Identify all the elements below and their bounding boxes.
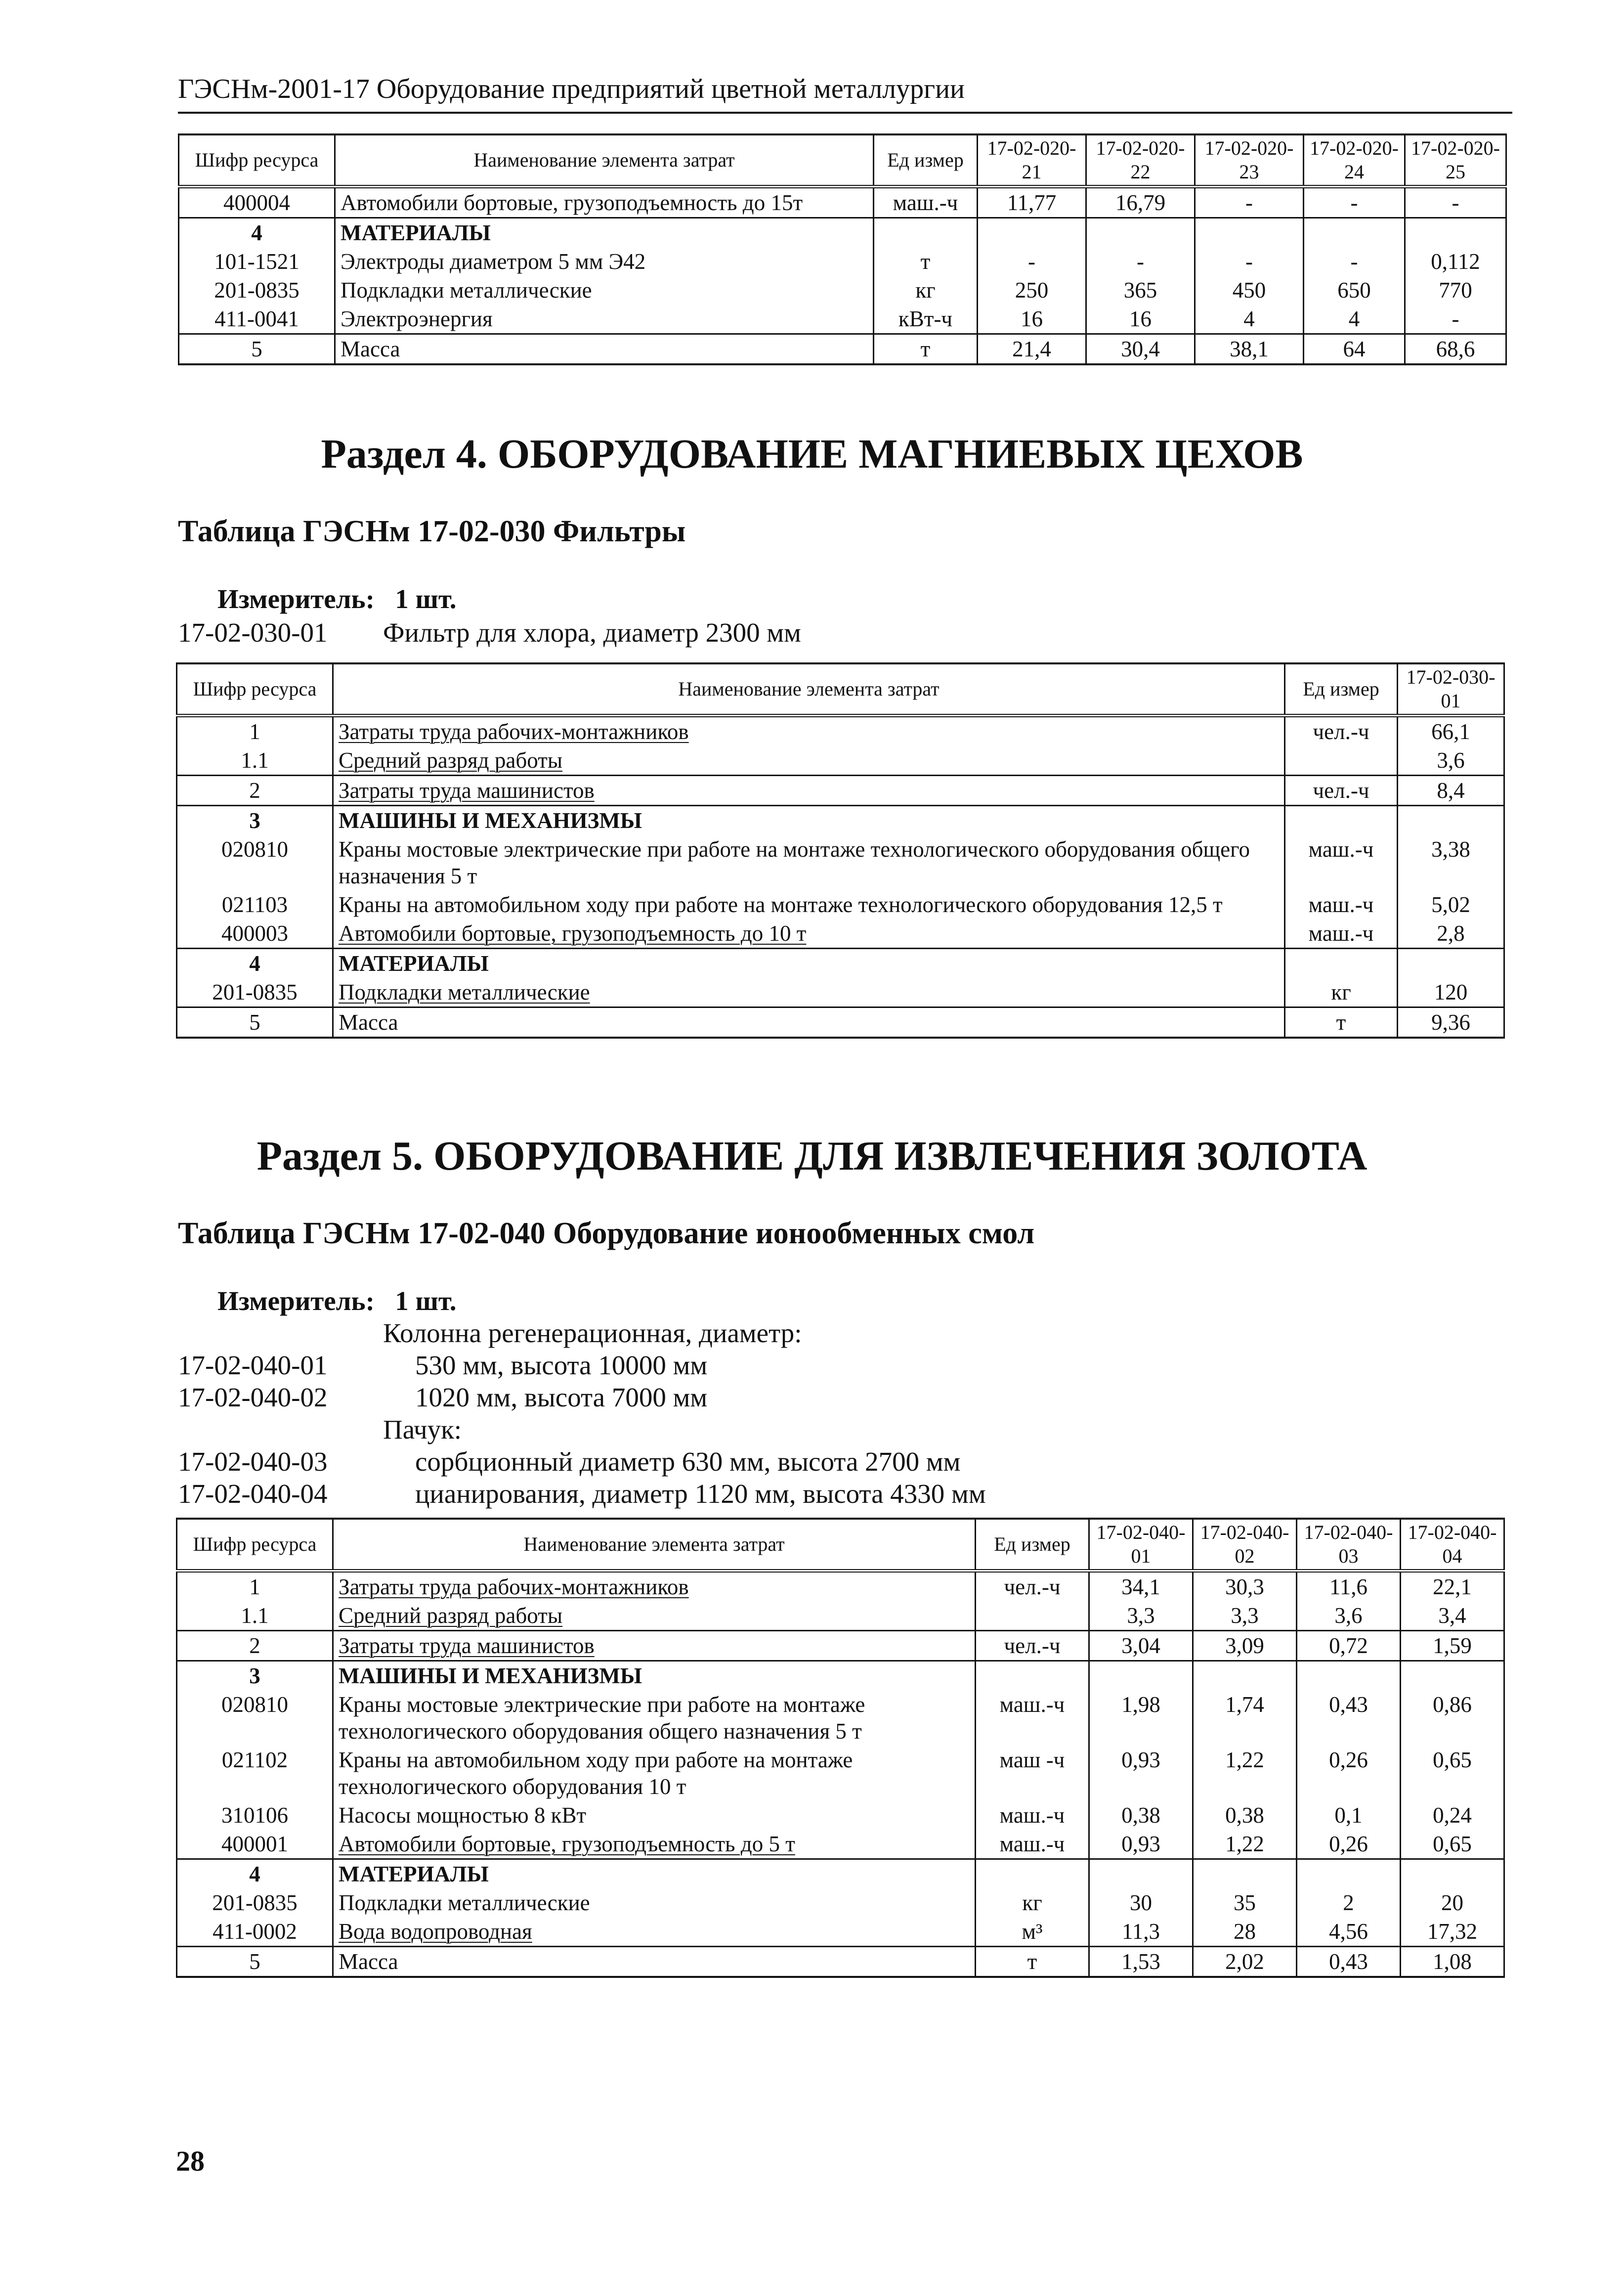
item-line bbox=[0, 1478, 1624, 1512]
cell-value: 1,08 bbox=[1401, 1947, 1504, 1977]
cell-name: Электроэнергия bbox=[335, 305, 874, 334]
cell-name: МАШИНЫ И МЕХАНИЗМЫ bbox=[333, 806, 1285, 835]
table-row bbox=[177, 776, 1504, 806]
cell-unit: т bbox=[1285, 1007, 1398, 1038]
cell-code: 2 bbox=[177, 1631, 333, 1661]
cell-value: 0,26 bbox=[1297, 1830, 1401, 1859]
header-col: 17-02-020-21 bbox=[978, 134, 1086, 187]
item-code: 17-02-030-01 bbox=[178, 617, 328, 648]
cell-unit bbox=[1285, 746, 1398, 776]
header-col: 17-02-040-01 bbox=[1089, 1519, 1193, 1571]
item-text: Колонна регенерационная, диаметр: bbox=[383, 1318, 802, 1348]
cell-value: 3,38 bbox=[1398, 835, 1504, 890]
cell-value: 8,4 bbox=[1398, 776, 1504, 806]
cell-unit bbox=[976, 1601, 1089, 1631]
cell-unit: маш.-ч bbox=[1285, 890, 1398, 919]
cell-code: 5 bbox=[179, 334, 335, 365]
table-row bbox=[179, 187, 1506, 218]
cell-code: 201-0835 bbox=[177, 978, 333, 1007]
section-4-title: Раздел 4. ОБОРУДОВАНИЕ МАГНИЕВЫХ ЦЕХОВ bbox=[321, 431, 1303, 477]
cell-name: Затраты труда рабочих-монтажников bbox=[333, 1571, 976, 1602]
table-row bbox=[177, 919, 1504, 949]
cell-name: Затраты труда машинистов bbox=[333, 1631, 976, 1661]
header-code: Шифр ресурса bbox=[177, 1519, 333, 1571]
cell-value: 34,1 bbox=[1089, 1571, 1193, 1602]
cell-name: Электроды диаметром 5 мм Э42 bbox=[335, 247, 874, 276]
cell-name: Затраты труда рабочих-монтажников bbox=[333, 716, 1285, 746]
cell-value: - bbox=[1405, 187, 1506, 218]
page-number: 28 bbox=[176, 2145, 205, 2177]
cell-unit: чел.-ч bbox=[976, 1571, 1089, 1602]
cell-unit: маш.-ч bbox=[976, 1830, 1089, 1859]
header-code: Шифр ресурса bbox=[179, 134, 335, 187]
cell-value bbox=[1401, 1859, 1504, 1889]
cell-value: 0,112 bbox=[1405, 247, 1506, 276]
cell-unit bbox=[976, 1859, 1089, 1889]
cell-value: 4 bbox=[1195, 305, 1304, 334]
page-header-title: ГЭСНм-2001-17 Оборудование предприятий цветной металлургии bbox=[178, 74, 965, 104]
cell-unit: кг bbox=[874, 276, 978, 305]
cell-value: 16,79 bbox=[1086, 187, 1195, 218]
cell-value: 11,3 bbox=[1089, 1917, 1193, 1947]
header-col: 17-02-020-22 bbox=[1086, 134, 1195, 187]
cell-name: Краны на автомобильном ходу при работе на монтаже технологического оборудования 10 т bbox=[333, 1746, 976, 1801]
table-17-02-040-title: Таблица ГЭСНм 17-02-040 Оборудование ионообменных смол bbox=[178, 1217, 1035, 1250]
cell-value: 1,98 bbox=[1089, 1690, 1193, 1746]
cell-value: - bbox=[1195, 247, 1304, 276]
cell-code: 5 bbox=[177, 1007, 333, 1038]
cell-value: 650 bbox=[1304, 276, 1405, 305]
header-unit: Ед измер bbox=[976, 1519, 1089, 1571]
header-name: Наименование элемента затрат bbox=[335, 134, 874, 187]
cell-code: 310106 bbox=[177, 1801, 333, 1830]
cell-value: 1,74 bbox=[1193, 1690, 1297, 1746]
cell-code: 021102 bbox=[177, 1746, 333, 1801]
cell-value: 120 bbox=[1398, 978, 1504, 1007]
cell-name: Масса bbox=[335, 334, 874, 365]
cell-name: Краны мостовые электрические при работе на монтаже технологического оборудования общего назначения 5 т bbox=[333, 1690, 976, 1746]
table-row bbox=[179, 305, 1506, 334]
cell-value: 3,6 bbox=[1297, 1601, 1401, 1631]
cell-name: МАШИНЫ И МЕХАНИЗМЫ bbox=[333, 1661, 976, 1691]
cell-value: 3,09 bbox=[1193, 1631, 1297, 1661]
cell-code: 021103 bbox=[177, 890, 333, 919]
cell-code: 1.1 bbox=[177, 1601, 333, 1631]
header-col: 17-02-040-02 bbox=[1193, 1519, 1297, 1571]
cell-code: 4 bbox=[177, 949, 333, 978]
header-name: Наименование элемента затрат bbox=[333, 1519, 976, 1571]
table-row bbox=[179, 276, 1506, 305]
cell-value bbox=[1089, 1859, 1193, 1889]
cell-value: 28 bbox=[1193, 1917, 1297, 1947]
cell-value: 35 bbox=[1193, 1888, 1297, 1917]
cell-value: 0,26 bbox=[1297, 1746, 1401, 1801]
cell-value: 0,65 bbox=[1401, 1746, 1504, 1801]
item-line bbox=[0, 1317, 1624, 1351]
cell-value bbox=[1086, 218, 1195, 248]
cell-value: 0,93 bbox=[1089, 1830, 1193, 1859]
cell-code: 101-1521 bbox=[179, 247, 335, 276]
item-text: Фильтр для хлора, диаметр 2300 мм bbox=[383, 617, 801, 648]
cell-name: Затраты труда машинистов bbox=[333, 776, 1285, 806]
cell-unit: маш.-ч bbox=[1285, 835, 1398, 890]
cell-value bbox=[1304, 218, 1405, 248]
cell-value: 0,38 bbox=[1193, 1801, 1297, 1830]
item-line bbox=[0, 1414, 1624, 1447]
cell-value: 0,65 bbox=[1401, 1830, 1504, 1859]
cell-value: 9,36 bbox=[1398, 1007, 1504, 1038]
cell-name: Масса bbox=[333, 1007, 1285, 1038]
cell-name: Подкладки металлические bbox=[335, 276, 874, 305]
cell-value: 21,4 bbox=[978, 334, 1086, 365]
measure-label: Измеритель: 1 шт. bbox=[217, 584, 457, 614]
cell-value: 4,56 bbox=[1297, 1917, 1401, 1947]
item-code: 17-02-040-03 bbox=[178, 1446, 328, 1477]
cell-unit: кВт-ч bbox=[874, 305, 978, 334]
cell-code: 400003 bbox=[177, 919, 333, 949]
cell-value: 0,43 bbox=[1297, 1947, 1401, 1977]
cell-value: - bbox=[1304, 187, 1405, 218]
table-row bbox=[177, 746, 1504, 776]
cell-value: 11,6 bbox=[1297, 1571, 1401, 1602]
cell-unit: чел.-ч bbox=[1285, 776, 1398, 806]
resource-table-030 bbox=[176, 662, 1505, 1039]
cell-unit: кг bbox=[976, 1888, 1089, 1917]
cell-name: Насосы мощностью 8 кВт bbox=[333, 1801, 976, 1830]
cell-value: 450 bbox=[1195, 276, 1304, 305]
cell-code: 1.1 bbox=[177, 746, 333, 776]
cell-code: 1 bbox=[177, 1571, 333, 1602]
cell-code: 5 bbox=[177, 1947, 333, 1977]
resource-table-020 bbox=[178, 133, 1507, 365]
section-5-title: Раздел 5. ОБОРУДОВАНИЕ ДЛЯ ИЗВЛЕЧЕНИЯ ЗОЛОТА bbox=[256, 1133, 1368, 1179]
cell-value: 0,1 bbox=[1297, 1801, 1401, 1830]
cell-value bbox=[1398, 806, 1504, 835]
cell-value: 0,38 bbox=[1089, 1801, 1193, 1830]
cell-code: 3 bbox=[177, 1661, 333, 1691]
table-row bbox=[177, 1801, 1504, 1830]
cell-value: 3,3 bbox=[1193, 1601, 1297, 1631]
cell-value: 3,3 bbox=[1089, 1601, 1193, 1631]
cell-value: 17,32 bbox=[1401, 1917, 1504, 1947]
cell-name: Автомобили бортовые, грузоподъемность до 10 т bbox=[333, 919, 1285, 949]
table-row bbox=[177, 1859, 1504, 1889]
item-text: 530 мм, высота 10000 мм bbox=[415, 1350, 708, 1380]
cell-value: - bbox=[1195, 187, 1304, 218]
cell-value: 16 bbox=[1086, 305, 1195, 334]
cell-name: Краны на автомобильном ходу при работе на монтаже технологического оборудования 12,5 т bbox=[333, 890, 1285, 919]
cell-name: Подкладки металлические bbox=[333, 1888, 976, 1917]
measure-label: Измеритель: 1 шт. bbox=[217, 1286, 457, 1316]
cell-value bbox=[1193, 1661, 1297, 1691]
cell-value: 22,1 bbox=[1401, 1571, 1504, 1602]
cell-code: 2 bbox=[177, 776, 333, 806]
table-row bbox=[179, 334, 1506, 365]
table-row bbox=[177, 1690, 1504, 1746]
table-17-02-030-title: Таблица ГЭСНм 17-02-030 Фильтры bbox=[178, 515, 686, 548]
cell-value: 5,02 bbox=[1398, 890, 1504, 919]
cell-code: 411-0002 bbox=[177, 1917, 333, 1947]
table-row bbox=[177, 1571, 1504, 1602]
cell-name: МАТЕРИАЛЫ bbox=[333, 1859, 976, 1889]
cell-name: Краны мостовые электрические при работе на монтаже технологического оборудования общего назначения 5 т bbox=[333, 835, 1285, 890]
cell-unit bbox=[976, 1661, 1089, 1691]
item-text: сорбционный диаметр 630 мм, высота 2700 мм bbox=[415, 1446, 961, 1477]
item-text: 1020 мм, высота 7000 мм bbox=[415, 1382, 708, 1412]
cell-unit bbox=[1285, 806, 1398, 835]
page-header bbox=[178, 73, 1512, 114]
cell-value: 20 bbox=[1401, 1888, 1504, 1917]
cell-value: 66,1 bbox=[1398, 716, 1504, 746]
table-row bbox=[179, 247, 1506, 276]
cell-code: 201-0835 bbox=[179, 276, 335, 305]
table-row bbox=[177, 1631, 1504, 1661]
table-row bbox=[177, 890, 1504, 919]
cell-name: Вода водопроводная bbox=[333, 1917, 976, 1947]
table-row bbox=[177, 1917, 1504, 1947]
cell-unit: маш -ч bbox=[976, 1746, 1089, 1801]
cell-unit: т bbox=[874, 334, 978, 365]
cell-value bbox=[1195, 218, 1304, 248]
cell-unit: чел.-ч bbox=[1285, 716, 1398, 746]
table-row bbox=[177, 716, 1504, 746]
header-code: Шифр ресурса bbox=[177, 663, 333, 716]
cell-value: 16 bbox=[978, 305, 1086, 334]
cell-name: МАТЕРИАЛЫ bbox=[335, 218, 874, 248]
cell-value: - bbox=[978, 247, 1086, 276]
cell-name: Средний разряд работы bbox=[333, 746, 1285, 776]
table-row bbox=[177, 1830, 1504, 1859]
resource-table-040 bbox=[176, 1518, 1505, 1978]
cell-value: 365 bbox=[1086, 276, 1195, 305]
cell-value bbox=[978, 218, 1086, 248]
cell-value: - bbox=[1405, 305, 1506, 334]
cell-value: 0,24 bbox=[1401, 1801, 1504, 1830]
cell-unit: чел.-ч bbox=[976, 1631, 1089, 1661]
cell-name: МАТЕРИАЛЫ bbox=[333, 949, 1285, 978]
cell-name: Средний разряд работы bbox=[333, 1601, 976, 1631]
table-row bbox=[177, 1746, 1504, 1801]
cell-value: 3,04 bbox=[1089, 1631, 1193, 1661]
header-col: 17-02-020-24 bbox=[1304, 134, 1405, 187]
item-line bbox=[0, 617, 1624, 652]
cell-value: 0,86 bbox=[1401, 1690, 1504, 1746]
cell-value: 3,6 bbox=[1398, 746, 1504, 776]
cell-value bbox=[1089, 1661, 1193, 1691]
cell-unit: маш.-ч bbox=[976, 1690, 1089, 1746]
cell-value: 0,72 bbox=[1297, 1631, 1401, 1661]
cell-unit: т bbox=[976, 1947, 1089, 1977]
cell-value: 11,77 bbox=[978, 187, 1086, 218]
cell-value: 30,3 bbox=[1193, 1571, 1297, 1602]
cell-value: 2,02 bbox=[1193, 1947, 1297, 1977]
cell-code: 020810 bbox=[177, 835, 333, 890]
cell-code: 020810 bbox=[177, 1690, 333, 1746]
header-col: 17-02-020-23 bbox=[1195, 134, 1304, 187]
cell-value: 30 bbox=[1089, 1888, 1193, 1917]
cell-unit bbox=[1285, 949, 1398, 978]
cell-code: 201-0835 bbox=[177, 1888, 333, 1917]
table-header-row bbox=[179, 134, 1506, 187]
cell-value: 1,22 bbox=[1193, 1746, 1297, 1801]
cell-value: 30,4 bbox=[1086, 334, 1195, 365]
cell-unit bbox=[874, 218, 978, 248]
cell-value: 770 bbox=[1405, 276, 1506, 305]
cell-unit: т bbox=[874, 247, 978, 276]
cell-value: - bbox=[1086, 247, 1195, 276]
table-row bbox=[179, 218, 1506, 248]
header-col: 17-02-040-04 bbox=[1401, 1519, 1504, 1571]
table-header-row bbox=[177, 1519, 1504, 1571]
cell-name: Автомобили бортовые, грузоподъемность до 15т bbox=[335, 187, 874, 218]
cell-unit: м³ bbox=[976, 1917, 1089, 1947]
header-col: 17-02-020-25 bbox=[1405, 134, 1506, 187]
item-line bbox=[0, 1382, 1624, 1415]
cell-value: 2 bbox=[1297, 1888, 1401, 1917]
table-row bbox=[177, 806, 1504, 835]
cell-value: - bbox=[1304, 247, 1405, 276]
item-line bbox=[0, 1446, 1624, 1480]
item-code: 17-02-040-02 bbox=[178, 1382, 328, 1412]
table-row bbox=[177, 1601, 1504, 1631]
table-row bbox=[177, 1007, 1504, 1038]
cell-unit: кг bbox=[1285, 978, 1398, 1007]
cell-code: 411-0041 bbox=[179, 305, 335, 334]
header-unit: Ед измер bbox=[1285, 663, 1398, 716]
cell-value: 0,93 bbox=[1089, 1746, 1193, 1801]
cell-value: 4 bbox=[1304, 305, 1405, 334]
table-row bbox=[177, 1888, 1504, 1917]
table-row bbox=[177, 1661, 1504, 1691]
cell-value bbox=[1297, 1661, 1401, 1691]
cell-value: 68,6 bbox=[1405, 334, 1506, 365]
cell-value bbox=[1401, 1661, 1504, 1691]
cell-value: 64 bbox=[1304, 334, 1405, 365]
cell-value: 2,8 bbox=[1398, 919, 1504, 949]
table-row bbox=[177, 1947, 1504, 1977]
cell-value: 38,1 bbox=[1195, 334, 1304, 365]
cell-value bbox=[1398, 949, 1504, 978]
table-row bbox=[177, 835, 1504, 890]
cell-value: 0,43 bbox=[1297, 1690, 1401, 1746]
header-col: 17-02-030-01 bbox=[1398, 663, 1504, 716]
cell-unit: маш.-ч bbox=[1285, 919, 1398, 949]
cell-name: Масса bbox=[333, 1947, 976, 1977]
cell-code: 3 bbox=[177, 806, 333, 835]
header-name: Наименование элемента затрат bbox=[333, 663, 1285, 716]
cell-code: 400001 bbox=[177, 1830, 333, 1859]
cell-name: Автомобили бортовые, грузоподъемность до 5 т bbox=[333, 1830, 976, 1859]
table-row bbox=[177, 978, 1504, 1007]
item-text: цианирования, диаметр 1120 мм, высота 4330 мм bbox=[415, 1479, 986, 1509]
cell-code: 400004 bbox=[179, 187, 335, 218]
cell-code: 1 bbox=[177, 716, 333, 746]
cell-value: 1,22 bbox=[1193, 1830, 1297, 1859]
cell-value bbox=[1297, 1859, 1401, 1889]
cell-value bbox=[1193, 1859, 1297, 1889]
table-row bbox=[177, 949, 1504, 978]
cell-value: 1,59 bbox=[1401, 1631, 1504, 1661]
cell-name: Подкладки металлические bbox=[333, 978, 1285, 1007]
header-col: 17-02-040-03 bbox=[1297, 1519, 1401, 1571]
item-code: 17-02-040-04 bbox=[178, 1479, 328, 1509]
cell-code: 4 bbox=[177, 1859, 333, 1889]
header-unit: Ед измер bbox=[874, 134, 978, 187]
cell-code: 4 bbox=[179, 218, 335, 248]
item-code: 17-02-040-01 bbox=[178, 1350, 328, 1380]
cell-value: 3,4 bbox=[1401, 1601, 1504, 1631]
item-text: Пачук: bbox=[383, 1414, 462, 1444]
item-line bbox=[0, 1350, 1624, 1383]
cell-value bbox=[1405, 218, 1506, 248]
cell-unit: маш.-ч bbox=[874, 187, 978, 218]
cell-unit: маш.-ч bbox=[976, 1801, 1089, 1830]
table-header-row bbox=[177, 663, 1504, 716]
cell-value: 250 bbox=[978, 276, 1086, 305]
cell-value: 1,53 bbox=[1089, 1947, 1193, 1977]
